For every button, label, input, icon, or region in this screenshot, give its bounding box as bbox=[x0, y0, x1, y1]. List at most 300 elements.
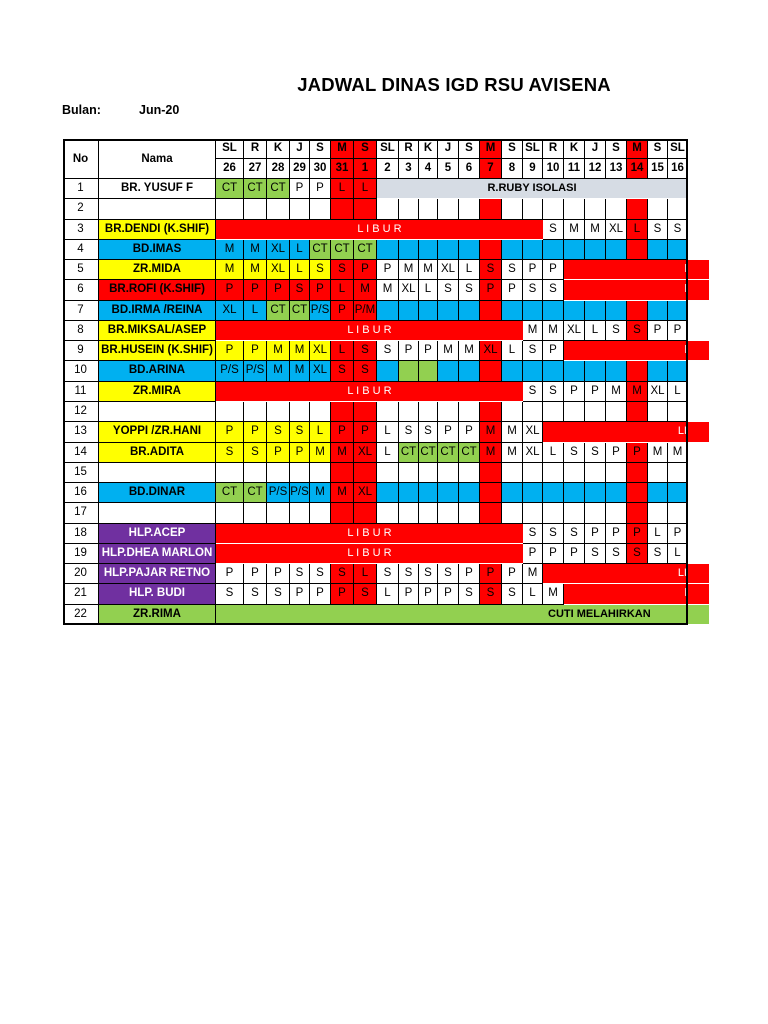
shift-cell: L bbox=[648, 524, 668, 544]
shift-cell bbox=[543, 199, 564, 219]
row-number: 7 bbox=[63, 301, 99, 321]
page-title: JADWAL DINAS IGD RSU AVISENA bbox=[297, 74, 611, 95]
shift-cell: S bbox=[377, 341, 399, 361]
row-number: 9 bbox=[63, 341, 99, 361]
shift-cell: L bbox=[419, 280, 438, 300]
shift-cell: S bbox=[543, 382, 564, 402]
shift-cell: M bbox=[354, 280, 377, 300]
shift-cell bbox=[216, 402, 244, 422]
shift-cell bbox=[585, 402, 606, 422]
shift-cell: L bbox=[502, 341, 523, 361]
shift-cell: M bbox=[438, 341, 459, 361]
shift-cell bbox=[627, 402, 648, 422]
shift-cell bbox=[648, 199, 668, 219]
shift-cell: XL bbox=[399, 280, 419, 300]
shift-cell: CT bbox=[354, 240, 377, 260]
shift-cell bbox=[585, 361, 606, 381]
shift-cell: P bbox=[459, 422, 480, 442]
shift-cell: M bbox=[331, 483, 354, 503]
shift-cell bbox=[523, 199, 543, 219]
shift-cell bbox=[419, 483, 438, 503]
shift-cell bbox=[377, 503, 399, 523]
shift-cell bbox=[668, 240, 688, 260]
shift-cell bbox=[354, 463, 377, 483]
shift-cell: XL bbox=[648, 382, 668, 402]
header-day: S bbox=[459, 139, 480, 159]
header-day: R bbox=[244, 139, 267, 159]
shift-cell: S bbox=[480, 260, 502, 280]
shift-cell: CT bbox=[267, 301, 290, 321]
shift-cell: P bbox=[244, 280, 267, 300]
shift-cell: M bbox=[331, 443, 354, 463]
shift-cell bbox=[564, 240, 585, 260]
shift-cell: P bbox=[331, 301, 354, 321]
shift-cell bbox=[480, 301, 502, 321]
shift-cell: S bbox=[290, 422, 310, 442]
shift-cell bbox=[606, 402, 627, 422]
shift-cell: M bbox=[290, 361, 310, 381]
header-day: SL bbox=[377, 139, 399, 159]
shift-cell bbox=[543, 463, 564, 483]
shift-cell bbox=[377, 199, 399, 219]
header-no: No bbox=[63, 139, 99, 179]
shift-cell bbox=[668, 301, 688, 321]
shift-cell: L bbox=[331, 341, 354, 361]
shift-cell bbox=[480, 361, 502, 381]
shift-cell bbox=[290, 199, 310, 219]
shift-cell: S bbox=[438, 564, 459, 584]
shift-cell bbox=[267, 199, 290, 219]
shift-cell: P bbox=[399, 341, 419, 361]
header-day: S bbox=[502, 139, 523, 159]
status-band: R.RUBY ISOLASI bbox=[377, 179, 688, 198]
header-day: SL bbox=[216, 139, 244, 159]
shift-cell bbox=[523, 402, 543, 422]
shift-cell bbox=[419, 402, 438, 422]
row-number: 6 bbox=[63, 280, 99, 300]
shift-cell: P bbox=[419, 341, 438, 361]
shift-cell: S bbox=[480, 584, 502, 604]
shift-cell: P bbox=[502, 564, 523, 584]
shift-cell: M bbox=[585, 220, 606, 240]
shift-cell: L bbox=[290, 240, 310, 260]
shift-cell: L bbox=[523, 584, 543, 604]
header-date: 7 bbox=[480, 159, 502, 179]
shift-cell bbox=[627, 199, 648, 219]
shift-cell bbox=[216, 199, 244, 219]
staff-name: BD.DINAR bbox=[99, 483, 216, 503]
shift-cell bbox=[502, 199, 523, 219]
shift-cell: XL bbox=[354, 483, 377, 503]
header-day: M bbox=[480, 139, 502, 159]
shift-cell: S bbox=[523, 524, 543, 544]
shift-cell bbox=[564, 199, 585, 219]
shift-cell bbox=[310, 503, 331, 523]
shift-cell bbox=[502, 301, 523, 321]
header-date: 1 bbox=[354, 159, 377, 179]
shift-cell bbox=[585, 483, 606, 503]
shift-cell: M bbox=[267, 341, 290, 361]
shift-cell bbox=[377, 402, 399, 422]
shift-cell: L bbox=[585, 321, 606, 341]
shift-cell: M bbox=[244, 260, 267, 280]
header-date: 12 bbox=[585, 159, 606, 179]
row-number: 15 bbox=[63, 463, 99, 483]
shift-cell: S bbox=[419, 564, 438, 584]
shift-cell: L bbox=[310, 422, 331, 442]
header-date: 2 bbox=[377, 159, 399, 179]
shift-cell: XL bbox=[310, 361, 331, 381]
shift-cell: S bbox=[502, 584, 523, 604]
shift-cell bbox=[543, 503, 564, 523]
shift-cell: P bbox=[459, 564, 480, 584]
shift-cell: S bbox=[543, 280, 564, 300]
shift-cell bbox=[399, 483, 419, 503]
staff-name: BR.DENDI (K.SHIF) bbox=[99, 220, 216, 240]
shift-cell: L bbox=[331, 179, 354, 199]
staff-name: BR.ADITA bbox=[99, 443, 216, 463]
shift-cell: XL bbox=[606, 220, 627, 240]
shift-cell bbox=[502, 503, 523, 523]
shift-cell: L bbox=[244, 301, 267, 321]
shift-cell: S bbox=[331, 260, 354, 280]
shift-cell: P bbox=[216, 564, 244, 584]
status-band: L I B U R bbox=[216, 544, 523, 563]
shift-cell: S bbox=[419, 422, 438, 442]
shift-cell bbox=[543, 301, 564, 321]
shift-cell bbox=[627, 240, 648, 260]
shift-cell: S bbox=[354, 341, 377, 361]
row-number: 12 bbox=[63, 402, 99, 422]
header-day: M bbox=[627, 139, 648, 159]
shift-cell bbox=[564, 463, 585, 483]
staff-name: YOPPI /ZR.HANI bbox=[99, 422, 216, 442]
shift-cell: XL bbox=[267, 260, 290, 280]
shift-cell: M bbox=[244, 240, 267, 260]
header-day: R bbox=[399, 139, 419, 159]
shift-cell bbox=[523, 301, 543, 321]
shift-cell: P bbox=[564, 382, 585, 402]
shift-cell: L bbox=[331, 280, 354, 300]
shift-cell: L bbox=[668, 382, 688, 402]
shift-cell: P bbox=[244, 422, 267, 442]
header-date: 15 bbox=[648, 159, 668, 179]
shift-cell bbox=[459, 361, 480, 381]
shift-cell: M bbox=[267, 361, 290, 381]
shift-cell: XL bbox=[480, 341, 502, 361]
shift-cell: P bbox=[543, 260, 564, 280]
shift-cell: M bbox=[648, 443, 668, 463]
shift-cell bbox=[310, 463, 331, 483]
shift-cell: L bbox=[290, 260, 310, 280]
header-day: K bbox=[564, 139, 585, 159]
status-band: l bbox=[564, 341, 709, 360]
shift-cell bbox=[438, 301, 459, 321]
shift-cell bbox=[648, 463, 668, 483]
shift-cell bbox=[438, 503, 459, 523]
shift-cell: M bbox=[377, 280, 399, 300]
header-date: 31 bbox=[331, 159, 354, 179]
shift-cell: S bbox=[606, 321, 627, 341]
shift-cell: CT bbox=[244, 483, 267, 503]
shift-cell bbox=[502, 361, 523, 381]
shift-cell: M bbox=[606, 382, 627, 402]
shift-cell: P bbox=[668, 524, 688, 544]
shift-cell bbox=[438, 402, 459, 422]
shift-cell: XL bbox=[310, 341, 331, 361]
staff-name bbox=[99, 503, 216, 523]
shift-cell: P bbox=[310, 280, 331, 300]
shift-cell bbox=[648, 503, 668, 523]
row-number: 2 bbox=[63, 199, 99, 219]
shift-cell bbox=[267, 402, 290, 422]
shift-cell: S bbox=[648, 544, 668, 564]
header-day: M bbox=[331, 139, 354, 159]
shift-cell: P bbox=[606, 443, 627, 463]
row-number: 20 bbox=[63, 564, 99, 584]
header-day: J bbox=[438, 139, 459, 159]
header-day: J bbox=[585, 139, 606, 159]
shift-cell: CT bbox=[331, 240, 354, 260]
staff-name: BR.MIKSAL/ASEP bbox=[99, 321, 216, 341]
shift-cell: P bbox=[290, 179, 310, 199]
shift-cell: P bbox=[564, 544, 585, 564]
staff-name: HLP.PAJAR RETNO bbox=[99, 564, 216, 584]
shift-cell bbox=[648, 240, 668, 260]
shift-cell: M bbox=[310, 443, 331, 463]
header-day: S bbox=[606, 139, 627, 159]
shift-cell: L bbox=[354, 564, 377, 584]
shift-cell: P bbox=[585, 382, 606, 402]
shift-cell: S bbox=[244, 443, 267, 463]
shift-cell: CT bbox=[399, 443, 419, 463]
shift-cell bbox=[668, 503, 688, 523]
header-day: K bbox=[419, 139, 438, 159]
shift-cell: M bbox=[502, 422, 523, 442]
shift-cell: P bbox=[419, 584, 438, 604]
shift-cell bbox=[523, 361, 543, 381]
shift-cell bbox=[310, 402, 331, 422]
row-number: 13 bbox=[63, 422, 99, 442]
shift-cell bbox=[419, 361, 438, 381]
header-date: 28 bbox=[267, 159, 290, 179]
staff-name: HLP. BUDI bbox=[99, 584, 216, 604]
shift-cell bbox=[459, 503, 480, 523]
shift-cell: S bbox=[585, 443, 606, 463]
shift-cell: M bbox=[523, 564, 543, 584]
shift-cell bbox=[399, 503, 419, 523]
shift-cell: P bbox=[216, 422, 244, 442]
shift-cell bbox=[399, 402, 419, 422]
header-date: 6 bbox=[459, 159, 480, 179]
shift-cell: S bbox=[543, 220, 564, 240]
shift-cell: M bbox=[543, 584, 564, 604]
shift-cell: M bbox=[216, 260, 244, 280]
shift-cell bbox=[502, 463, 523, 483]
row-number: 1 bbox=[63, 179, 99, 199]
row-number: 18 bbox=[63, 524, 99, 544]
status-band: L I B U R bbox=[216, 382, 523, 401]
shift-cell bbox=[438, 361, 459, 381]
shift-cell bbox=[564, 483, 585, 503]
shift-cell: P bbox=[354, 260, 377, 280]
shift-cell bbox=[606, 463, 627, 483]
shift-cell: S bbox=[310, 564, 331, 584]
shift-cell: S bbox=[377, 564, 399, 584]
shift-cell bbox=[244, 199, 267, 219]
shift-cell: P bbox=[267, 443, 290, 463]
shift-cell bbox=[606, 301, 627, 321]
shift-cell: P bbox=[668, 321, 688, 341]
shift-cell: P bbox=[267, 564, 290, 584]
shift-cell bbox=[606, 503, 627, 523]
shift-cell: S bbox=[290, 564, 310, 584]
shift-cell: XL bbox=[354, 443, 377, 463]
shift-cell: S bbox=[459, 584, 480, 604]
status-band: L I B U R bbox=[216, 321, 523, 340]
shift-cell: XL bbox=[267, 240, 290, 260]
row-number: 21 bbox=[63, 584, 99, 604]
row-number: 17 bbox=[63, 503, 99, 523]
shift-cell: L bbox=[543, 443, 564, 463]
shift-cell bbox=[648, 402, 668, 422]
status-band: L I B U R bbox=[216, 524, 523, 543]
shift-cell bbox=[377, 301, 399, 321]
shift-cell bbox=[459, 301, 480, 321]
row-number: 16 bbox=[63, 483, 99, 503]
shift-cell: S bbox=[331, 564, 354, 584]
shift-cell: P/S bbox=[267, 483, 290, 503]
shift-cell bbox=[648, 301, 668, 321]
header-date: 5 bbox=[438, 159, 459, 179]
shift-cell: S bbox=[585, 544, 606, 564]
shift-cell bbox=[627, 483, 648, 503]
shift-cell: P bbox=[377, 260, 399, 280]
shift-cell bbox=[523, 240, 543, 260]
header-date: 30 bbox=[310, 159, 331, 179]
header-date: 9 bbox=[523, 159, 543, 179]
shift-cell: P bbox=[354, 422, 377, 442]
row-number: 14 bbox=[63, 443, 99, 463]
shift-cell bbox=[668, 402, 688, 422]
shift-cell: M bbox=[216, 240, 244, 260]
shift-cell bbox=[668, 361, 688, 381]
row-number: 19 bbox=[63, 544, 99, 564]
shift-cell: P bbox=[244, 341, 267, 361]
shift-cell bbox=[244, 463, 267, 483]
shift-cell: CT bbox=[419, 443, 438, 463]
shift-cell bbox=[564, 402, 585, 422]
shift-cell: XL bbox=[438, 260, 459, 280]
shift-cell: CT bbox=[216, 179, 244, 199]
shift-cell bbox=[480, 402, 502, 422]
staff-name: ZR.MIDA bbox=[99, 260, 216, 280]
shift-cell: P bbox=[543, 341, 564, 361]
shift-cell bbox=[480, 463, 502, 483]
staff-name: BR. YUSUF F bbox=[99, 179, 216, 199]
shift-cell: M bbox=[502, 443, 523, 463]
shift-cell bbox=[480, 483, 502, 503]
shift-cell bbox=[331, 463, 354, 483]
shift-cell bbox=[244, 503, 267, 523]
shift-cell bbox=[419, 240, 438, 260]
header-day: SL bbox=[523, 139, 543, 159]
shift-cell bbox=[648, 361, 668, 381]
row-number: 5 bbox=[63, 260, 99, 280]
shift-cell bbox=[585, 301, 606, 321]
staff-name: BR.HUSEIN (K.SHIF) bbox=[99, 341, 216, 361]
shift-cell: P bbox=[523, 260, 543, 280]
status-band: CUTI MELAHIRKAN bbox=[216, 605, 709, 624]
shift-cell: L bbox=[627, 220, 648, 240]
shift-cell: XL bbox=[216, 301, 244, 321]
header-date: 3 bbox=[399, 159, 419, 179]
shift-cell bbox=[438, 240, 459, 260]
shift-cell bbox=[267, 463, 290, 483]
shift-cell: S bbox=[267, 584, 290, 604]
header-date: 11 bbox=[564, 159, 585, 179]
shift-cell bbox=[459, 463, 480, 483]
shift-cell bbox=[543, 361, 564, 381]
staff-name: HLP.ACEP bbox=[99, 524, 216, 544]
shift-cell bbox=[290, 503, 310, 523]
shift-cell: L bbox=[377, 443, 399, 463]
shift-cell: XL bbox=[523, 422, 543, 442]
shift-cell: S bbox=[564, 443, 585, 463]
shift-cell: P bbox=[310, 584, 331, 604]
staff-name: BD.IMAS bbox=[99, 240, 216, 260]
shift-cell: P bbox=[290, 443, 310, 463]
shift-cell: S bbox=[354, 584, 377, 604]
shift-cell: P bbox=[627, 443, 648, 463]
header-day: S bbox=[648, 139, 668, 159]
shift-cell bbox=[331, 199, 354, 219]
shift-cell: M bbox=[480, 443, 502, 463]
shift-cell bbox=[459, 402, 480, 422]
header-date: 10 bbox=[543, 159, 564, 179]
shift-cell bbox=[564, 361, 585, 381]
shift-cell bbox=[354, 199, 377, 219]
status-band: LI bbox=[543, 422, 709, 441]
shift-cell bbox=[523, 503, 543, 523]
shift-cell: M bbox=[310, 483, 331, 503]
shift-cell bbox=[648, 483, 668, 503]
shift-cell bbox=[419, 503, 438, 523]
shift-cell bbox=[377, 361, 399, 381]
shift-cell: S bbox=[523, 280, 543, 300]
shift-cell bbox=[419, 199, 438, 219]
shift-cell bbox=[502, 240, 523, 260]
shift-cell: S bbox=[543, 524, 564, 544]
shift-cell bbox=[354, 402, 377, 422]
shift-cell bbox=[377, 483, 399, 503]
staff-name: ZR.RIMA bbox=[99, 605, 216, 625]
shift-cell: S bbox=[523, 341, 543, 361]
shift-cell: P bbox=[585, 524, 606, 544]
shift-cell bbox=[459, 240, 480, 260]
shift-cell: P bbox=[480, 564, 502, 584]
staff-name: HLP.DHEA MARLON bbox=[99, 544, 216, 564]
shift-cell: P bbox=[399, 584, 419, 604]
shift-cell bbox=[331, 503, 354, 523]
shift-cell bbox=[585, 240, 606, 260]
row-number: 11 bbox=[63, 382, 99, 402]
shift-cell bbox=[502, 402, 523, 422]
shift-cell bbox=[606, 199, 627, 219]
staff-name bbox=[99, 402, 216, 422]
row-number: 4 bbox=[63, 240, 99, 260]
shift-cell: S bbox=[668, 220, 688, 240]
